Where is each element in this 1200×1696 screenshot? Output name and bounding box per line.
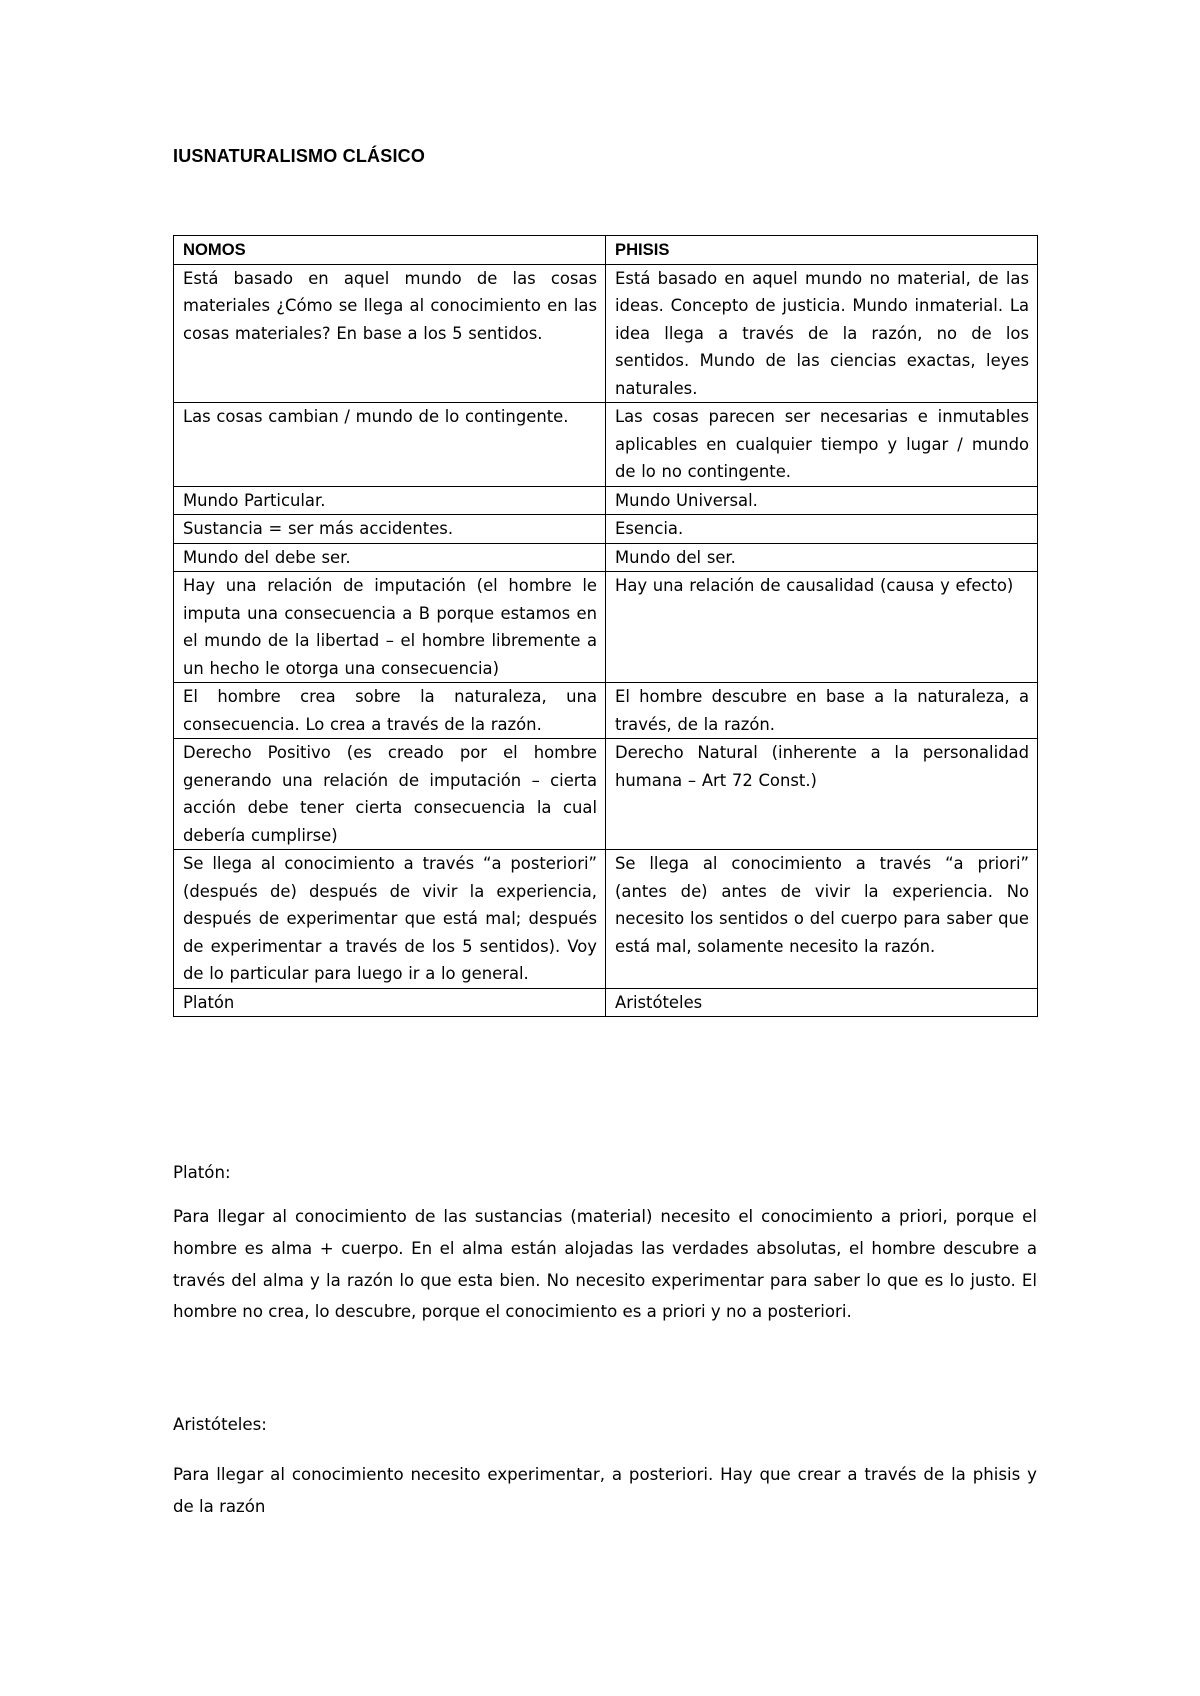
header-phisis: PHISIS	[606, 236, 1038, 265]
table-cell: Hay una relación de imputación (el hombre le imputa una consecuencia a B porque estamos en el mundo de la libertad – el hombre libremente a un hecho le otorga una consecuencia)	[174, 572, 606, 683]
table-cell: Está basado en aquel mundo de las cosas materiales ¿Cómo se llega al conocimiento en las cosas materiales? En base a los 5 sentidos.	[174, 264, 606, 403]
table-cell: Esencia.	[606, 515, 1038, 544]
table-cell: Mundo Universal.	[606, 486, 1038, 515]
table-header-row	[174, 236, 1038, 265]
table-row	[174, 264, 1038, 403]
table-cell: El hombre descubre en base a la naturaleza, a través, de la razón.	[606, 683, 1038, 739]
table-cell: Mundo del ser.	[606, 543, 1038, 572]
table-cell: El hombre crea sobre la naturaleza, una consecuencia. Lo crea a través de la razón.	[174, 683, 606, 739]
comparison-table	[173, 235, 1038, 1017]
table-cell: Derecho Natural (inherente a la personalidad humana – Art 72 Const.)	[606, 739, 1038, 850]
table-row	[174, 988, 1038, 1017]
table-cell: Las cosas cambian / mundo de lo contingente.	[174, 403, 606, 487]
table-cell: Las cosas parecen ser necesarias e inmutables aplicables en cualquier tiempo y lugar / mundo de lo no contingente.	[606, 403, 1038, 487]
table-cell: Derecho Positivo (es creado por el hombre generando una relación de imputación – cierta acción debe tener cierta consecuencia la cual debería cumplirse)	[174, 739, 606, 850]
table-cell: Hay una relación de causalidad (causa y efecto)	[606, 572, 1038, 683]
section-heading-platon: Platón:	[173, 1163, 231, 1182]
table-row	[174, 543, 1038, 572]
section-heading-aristoteles: Aristóteles:	[173, 1415, 267, 1434]
table-row	[174, 572, 1038, 683]
table-cell: Se llega al conocimiento a través “a posteriori” (después de) después de vivir la experiencia, después de experimentar que está mal; después de experimentar a través de los 5 sentidos). Voy de lo particular para luego ir a lo general.	[174, 850, 606, 989]
table-row	[174, 403, 1038, 487]
table-row	[174, 683, 1038, 739]
section-paragraph-aristoteles: Para llegar al conocimiento necesito experimentar, a posteriori. Hay que crear a través de la phisis y de la razón	[173, 1465, 1037, 1516]
table-cell: Platón	[174, 988, 606, 1017]
table-cell: Mundo Particular.	[174, 486, 606, 515]
document-title: IUSNATURALISMO CLÁSICO	[173, 146, 426, 166]
table-row	[174, 515, 1038, 544]
table-cell: Está basado en aquel mundo no material, de las ideas. Concepto de justicia. Mundo inmaterial. La idea llega a través de la razón, no de los sentidos. Mundo de las ciencias exactas, leyes naturales.	[606, 264, 1038, 403]
header-nomos: NOMOS	[174, 236, 606, 265]
section-paragraph-platon: Para llegar al conocimiento de las sustancias (material) necesito el conocimiento a priori, porque el hombre es alma + cuerpo. En el alma están alojadas las verdades absolutas, el hombre descubre a través del alma y la razón lo que esta bien. No necesito experimentar para saber lo que es lo justo. El hombre no crea, lo descubre, porque el conocimiento es a priori y no a posteriori.	[173, 1207, 1037, 1322]
table-cell: Sustancia = ser más accidentes.	[174, 515, 606, 544]
table-row	[174, 486, 1038, 515]
table-row	[174, 739, 1038, 850]
table-row	[174, 850, 1038, 989]
table-cell: Se llega al conocimiento a través “a priori” (antes de) antes de vivir la experiencia. No necesito los sentidos o del cuerpo para saber que está mal, solamente necesito la razón.	[606, 850, 1038, 989]
table-cell: Mundo del debe ser.	[174, 543, 606, 572]
table-cell: Aristóteles	[606, 988, 1038, 1017]
